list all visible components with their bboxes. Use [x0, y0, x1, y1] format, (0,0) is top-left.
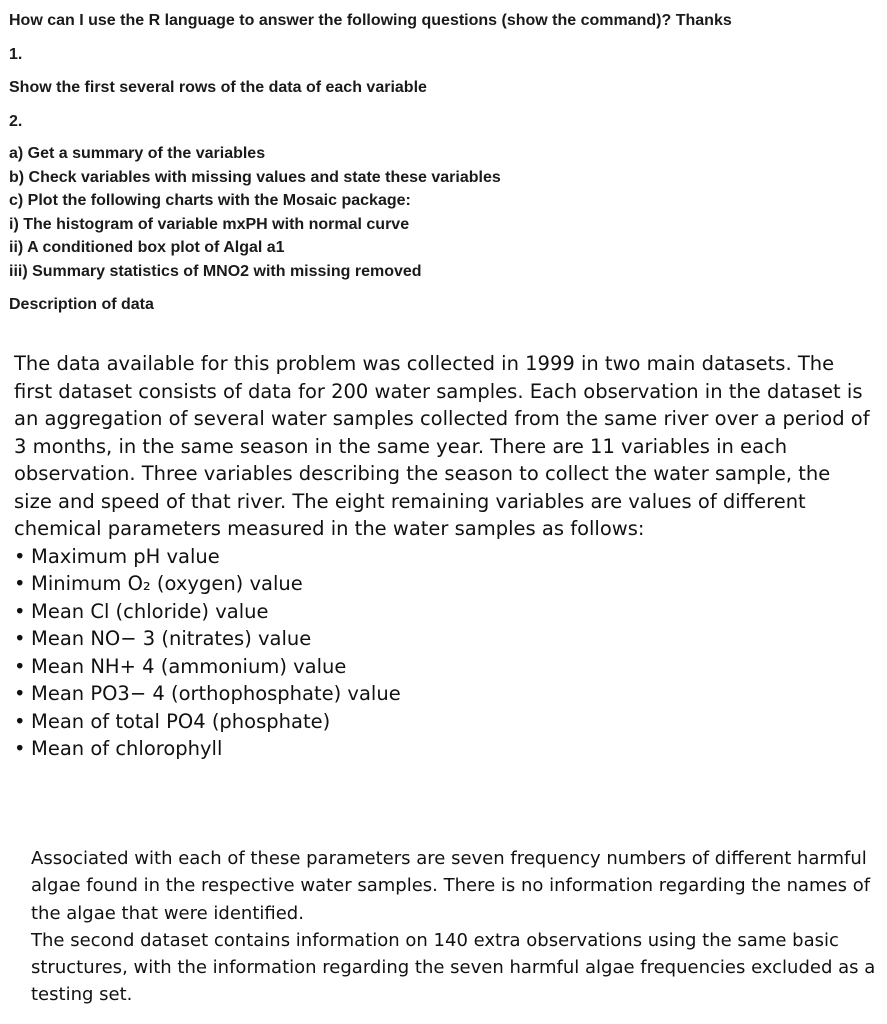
question-2-item-c-i: i) The histogram of variable mxPH with normal curve — [9, 216, 410, 233]
description-continued — [31, 845, 876, 1009]
question-1-text: Show the first several rows of the data of each variable — [9, 79, 427, 96]
parameter-item: • Mean Cl (chloride) value — [14, 598, 874, 626]
parameter-item: • Maximum pH value — [14, 543, 874, 571]
question-2-item-b: b) Check variables with missing values and state these variables — [9, 169, 501, 186]
description-paragraph-1: The data available for this problem was collected in 1999 in two main datasets. The first dataset consists of data for 200 water samples. Each observation in the dataset is an aggregation of several water samples collected from the same river over a period of 3 months, in the same season in the same year. There are 11 variables in each observation. Three variables describing the season to collect the water sample, the size and speed of that river. The eight remaining variables are values of different chemical parameters measured in the water samples as follows: — [14, 352, 870, 540]
bullet-icon: • — [14, 737, 26, 760]
question-2-item-a: a) Get a summary of the variables — [9, 145, 266, 162]
description-paragraph-3: The second dataset contains information on 140 extra observations using the same basic structures, with the information regarding the seven harmful algae frequencies excluded as a testing set. — [31, 929, 876, 1006]
parameter-item: • Mean of chlorophyll — [14, 735, 874, 763]
bullet-icon: • — [14, 627, 26, 650]
description-heading: Description of data — [9, 296, 154, 313]
question-title: How can I use the R language to answer the following questions (show the command)? Thanks — [9, 12, 732, 29]
parameter-item: • Mean NO− 3 (nitrates) value — [14, 625, 874, 653]
bullet-icon: • — [14, 544, 26, 568]
bullet-icon: • — [14, 572, 26, 595]
description-paragraph-2: Associated with each of these parameters are seven frequency numbers of different harmful algae found in the respective water samples. There is no information regarding the names of the algae that were identified. — [31, 848, 871, 924]
parameter-item: • Mean NH+ 4 (ammonium) value — [14, 653, 874, 681]
question-1-number: 1. — [9, 46, 23, 63]
question-2-number: 2. — [9, 113, 23, 130]
question-2-item-c: c) Plot the following charts with the Mosaic package: — [9, 192, 411, 209]
description-body — [14, 350, 874, 763]
question-2-item-c-ii: ii) A conditioned box plot of Algal a1 — [9, 239, 285, 256]
bullet-icon: • — [14, 599, 26, 623]
parameter-item: • Mean PO3− 4 (orthophosphate) value — [14, 680, 874, 708]
parameter-item: • Minimum O₂ (oxygen) value — [14, 570, 874, 598]
question-2-item-c-iii: iii) Summary statistics of MNO2 with missing removed — [9, 263, 422, 280]
parameter-item: • Mean of total PO4 (phosphate) — [14, 708, 874, 736]
parameter-list — [14, 543, 874, 763]
bullet-icon: • — [14, 709, 26, 733]
bullet-icon: • — [14, 682, 26, 705]
bullet-icon: • — [14, 654, 26, 678]
